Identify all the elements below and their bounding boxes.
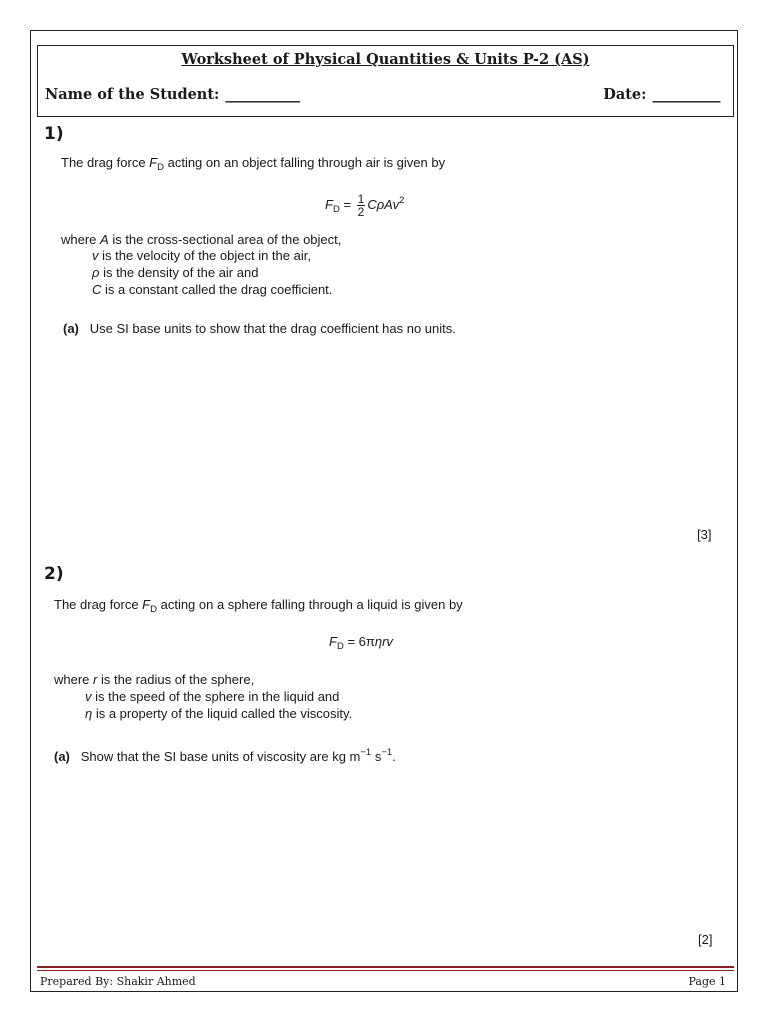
q1-marks: [3] [697,527,712,542]
q1-equation: $F_D$ = $\frac{1}{2}$ CρAv$^2$ [325,192,405,220]
q1-def-rho: ρ is the density of the air and [92,265,259,280]
q1-part-a-label: (a) [63,321,79,336]
question-2-number: 2) [44,564,64,584]
footer-rule-thin [37,970,734,971]
header-box [37,45,734,117]
worksheet-title: Worksheet of Physical Quantities & Units P-2 (AS) [181,51,590,68]
date-label: Date: [603,86,647,103]
date-blank[interactable]: __________ [652,86,720,103]
date-line [603,86,720,103]
student-name-label: Name of the Student: [45,86,220,103]
q1-def-v: v is the velocity of the object in the air, [92,248,311,263]
q2-part-a-label: (a) [54,749,70,764]
q2-equation: $F_D = 6\pi\eta rv$ [329,634,393,652]
q2-def-v: v is the speed of the sphere in the liquid and [85,689,340,704]
q1-fraction: $\frac{1}{2}$ [357,192,365,220]
q1-part-a: (a) Use SI base units to show that the drag coefficient has no units. [63,321,456,336]
q1-def-C: C is a constant called the drag coefficient. [92,282,333,297]
q2-marks: [2] [698,932,713,947]
question-1-number: 1) [44,124,64,144]
footer-rule [37,966,734,968]
q1-intro: The drag force $F_D$ acting on an object falling through air is given by [61,155,446,173]
q2-def-eta: η is a property of the liquid called the viscosity. [85,706,353,721]
student-name-line [45,86,300,103]
q2-intro: The drag force $F_D$ acting on a sphere falling through a liquid is given by [54,597,463,615]
q2-part-a: (a) Show that the SI base units of viscosity are kg $m^{-1}$ $s^{-1}$. [54,747,396,764]
footer-page-number: Page 1 [688,975,726,988]
q2-def-r: where r is the radius of the sphere, [54,672,255,687]
footer-prepared-by: Prepared By: Shakir Ahmed [40,975,196,988]
q1-def-A: where A is the cross-sectional area of the object, [61,232,342,247]
student-name-blank[interactable]: ___________ [225,86,300,103]
